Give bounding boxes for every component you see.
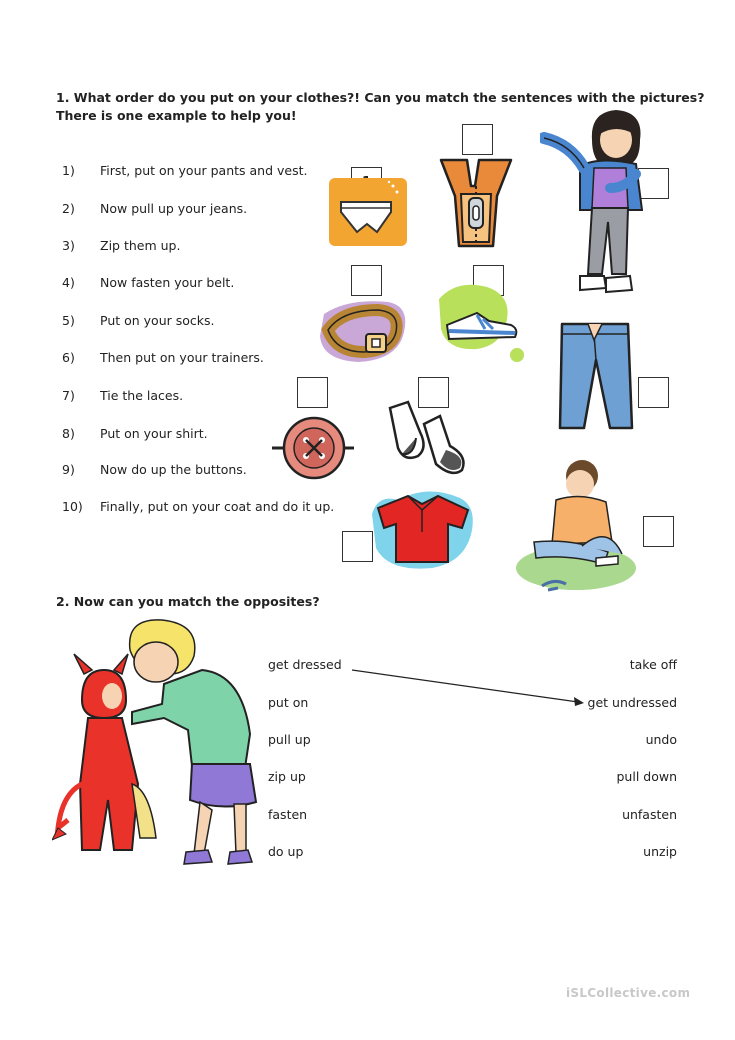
left-word: fasten	[268, 807, 308, 822]
item-number: 9)	[62, 462, 75, 477]
item-number: 5)	[62, 313, 75, 328]
trainer-picture	[437, 279, 527, 365]
item-text: Now fasten your belt.	[100, 275, 235, 290]
answer-box-zip[interactable]	[462, 124, 493, 155]
exercise1-title: 1. What order do you put on your clothes?! Can you match the sentences with the pictures?	[56, 90, 705, 105]
item-text: Put on your socks.	[100, 313, 215, 328]
item-text: Then put on your trainers.	[100, 350, 264, 365]
answer-box-belt[interactable]	[351, 265, 382, 296]
jeans-picture	[554, 320, 636, 432]
example-arrow	[350, 660, 590, 710]
item-number: 7)	[62, 388, 75, 403]
answer-box-button[interactable]	[297, 377, 328, 408]
button-picture	[270, 414, 356, 484]
left-word: pull up	[268, 732, 311, 747]
right-word: unfasten	[622, 807, 677, 822]
woman-devil-picture	[52, 614, 264, 874]
exercise2-title: 2. Now can you match the opposites?	[56, 594, 320, 609]
right-word: get undressed	[587, 695, 677, 710]
belt-picture	[318, 296, 410, 368]
watermark: iSLCollective.com	[566, 986, 691, 1000]
shirt-picture	[368, 486, 476, 572]
zip-picture	[437, 156, 517, 250]
item-text: Put on your shirt.	[100, 426, 208, 441]
right-word: pull down	[616, 769, 677, 784]
item-number: 6)	[62, 350, 75, 365]
item-number: 10)	[62, 499, 83, 514]
right-word: unzip	[643, 844, 677, 859]
answer-box-jeans[interactable]	[638, 377, 669, 408]
boy-laces-picture	[512, 458, 640, 600]
girl-coat-picture	[540, 104, 652, 300]
right-word: take off	[629, 657, 677, 672]
item-text: Tie the laces.	[100, 388, 184, 403]
item-text: First, put on your pants and vest.	[100, 163, 308, 178]
left-word: zip up	[268, 769, 306, 784]
left-word: put on	[268, 695, 309, 710]
exercise1-subtitle: There is one example to help you!	[56, 108, 297, 123]
pants-vest-picture	[329, 178, 409, 248]
item-text: Now do up the buttons.	[100, 462, 247, 477]
item-number: 4)	[62, 275, 75, 290]
answer-box-boy-laces[interactable]	[643, 516, 674, 547]
item-number: 3)	[62, 238, 75, 253]
item-text: Zip them up.	[100, 238, 181, 253]
arrow-head-icon	[574, 697, 584, 706]
left-word: do up	[268, 844, 304, 859]
item-text: Now pull up your jeans.	[100, 201, 248, 216]
item-number: 2)	[62, 201, 75, 216]
right-word: undo	[645, 732, 677, 747]
item-number: 1)	[62, 163, 75, 178]
item-text: Finally, put on your coat and do it up.	[100, 499, 335, 514]
left-word: get dressed	[268, 657, 342, 672]
socks-picture	[384, 398, 474, 478]
item-number: 8)	[62, 426, 75, 441]
